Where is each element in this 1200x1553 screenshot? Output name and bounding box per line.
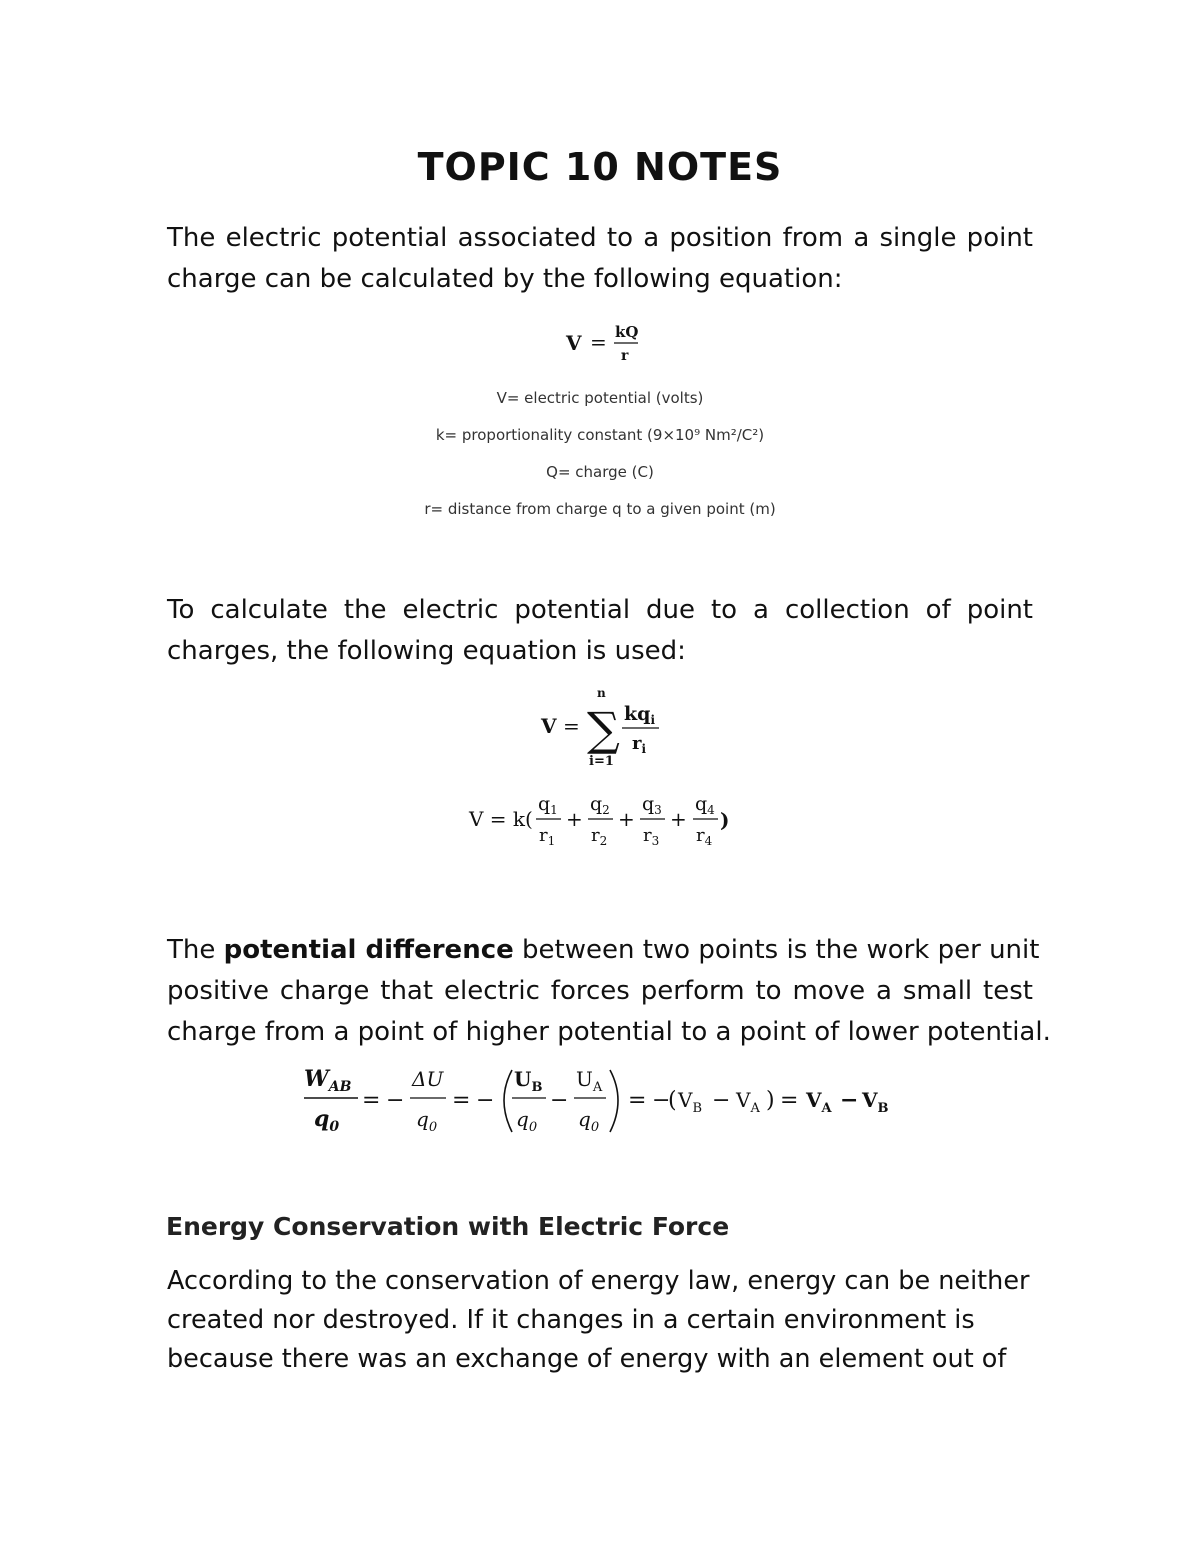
eq4-charge: $q_0$ (314, 1106, 340, 1135)
eq2-equals: = (563, 714, 580, 738)
eq2-denominator: $r_i$ (632, 733, 647, 756)
text-line: charge can be calculated by the following equation: (167, 264, 843, 294)
eq3-term1-denominator: $r_1$ (539, 825, 556, 848)
equation-expanded-sum (466, 790, 736, 858)
eq3-term2-denominator: $r_2$ (591, 825, 608, 848)
page-title: TOPIC 10 NOTES (417, 145, 783, 189)
paragraph-single-charge (167, 218, 1033, 300)
eq4-vb: $V_B$ (678, 1088, 703, 1116)
eq3-term4-numerator: $q_4$ (695, 793, 715, 817)
text-line: created nor destroyed. If it changes in a certain environment is (167, 1305, 975, 1335)
left-paren (504, 1070, 512, 1132)
eq1-lhs: V (566, 331, 582, 355)
variable-definitions (0, 380, 1200, 528)
sigma-symbol: ∑ (587, 702, 620, 756)
eq4-ub: $U_B$ (514, 1067, 543, 1095)
minus-sign: − (550, 1088, 569, 1113)
paren-open: ( (668, 1088, 677, 1113)
text-line: To calculate the electric potential due to a collection of point (167, 595, 1033, 625)
equation-summation (535, 683, 675, 777)
equals-sign: = (452, 1088, 471, 1113)
eq4-vb-bold: $V_B$ (862, 1088, 889, 1116)
text-line: charges, the following equation is used: (167, 636, 686, 666)
paragraph-energy-conservation (167, 1262, 1033, 1379)
equation-potential-difference (300, 1062, 900, 1146)
paren-close: ) (766, 1088, 775, 1113)
eq3-term4-denominator: $r_4$ (696, 825, 713, 848)
eq1-numerator: kQ (615, 323, 639, 341)
eq3-lhs: V = k( (469, 807, 533, 831)
eq4-charge: $q_0$ (416, 1107, 438, 1135)
eq3-term3-numerator: $q_3$ (642, 793, 662, 817)
minus-sign: − (840, 1087, 859, 1113)
plus-sign: + (618, 807, 635, 831)
variable-definition: Q= charge (C) (546, 463, 654, 481)
eq1-denominator: r (621, 348, 629, 364)
text-line: The potential difference between two points is the work per unit (167, 935, 1040, 965)
variable-definition: k= proportionality constant (9×10⁹ Nm²/C²) (435, 426, 765, 444)
variable-definition: r= distance from charge q to a given point (m) (424, 500, 776, 518)
closing-paren: ) (720, 808, 730, 832)
eq4-charge: $q_0$ (516, 1107, 538, 1135)
eq2-numerator: $kq_i$ (624, 703, 656, 727)
eq4-charge: $q_0$ (578, 1107, 600, 1135)
equals-sign: = (362, 1088, 381, 1113)
eq3-term2-numerator: $q_2$ (590, 793, 610, 817)
plus-sign: + (670, 807, 687, 831)
text-line: positive charge that electric forces perform to move a small test (167, 976, 1033, 1006)
equation-point-charge (560, 318, 650, 372)
eq2-lower-limit: i=1 (589, 754, 614, 769)
eq1-equals: = (590, 330, 607, 354)
paragraph-collection-charges (167, 590, 1033, 672)
text-line: The electric potential associated to a position from a single point (167, 223, 1033, 253)
text-line: charge from a point of higher potential to a point of lower potential. (167, 1017, 1051, 1047)
plus-sign: + (566, 807, 583, 831)
minus-sign: − (476, 1088, 495, 1113)
eq4-delta-u: ΔU (412, 1067, 444, 1091)
text-line: because there was an exchange of energy with an element out of (167, 1344, 1007, 1374)
section-heading: Energy Conservation with Electric Force (166, 1212, 730, 1241)
eq4-va: $V_A$ (736, 1088, 760, 1116)
variable-definition: V= electric potential (volts) (496, 389, 704, 407)
minus-sign: − (712, 1088, 731, 1113)
equals-sign: = (628, 1088, 647, 1113)
eq3-term1-numerator: $q_1$ (538, 793, 558, 817)
right-paren (610, 1070, 618, 1132)
paragraph-potential-difference (167, 930, 1051, 1053)
eq2-lhs: V (541, 714, 557, 738)
eq2-upper-limit: n (597, 686, 606, 700)
eq4-va-bold: $V_A$ (806, 1088, 832, 1116)
minus-sign: − (652, 1088, 671, 1113)
bold-term-potential-difference: potential difference (223, 935, 514, 965)
minus-sign: − (386, 1088, 405, 1113)
eq3-term3-denominator: $r_3$ (643, 825, 660, 848)
eq4-ua: $U_A$ (576, 1067, 603, 1095)
eq4-work: $W_{AB}$ (304, 1066, 352, 1095)
equals-sign: = (780, 1088, 799, 1113)
text-line: According to the conservation of energy law, energy can be neither (167, 1266, 1030, 1296)
